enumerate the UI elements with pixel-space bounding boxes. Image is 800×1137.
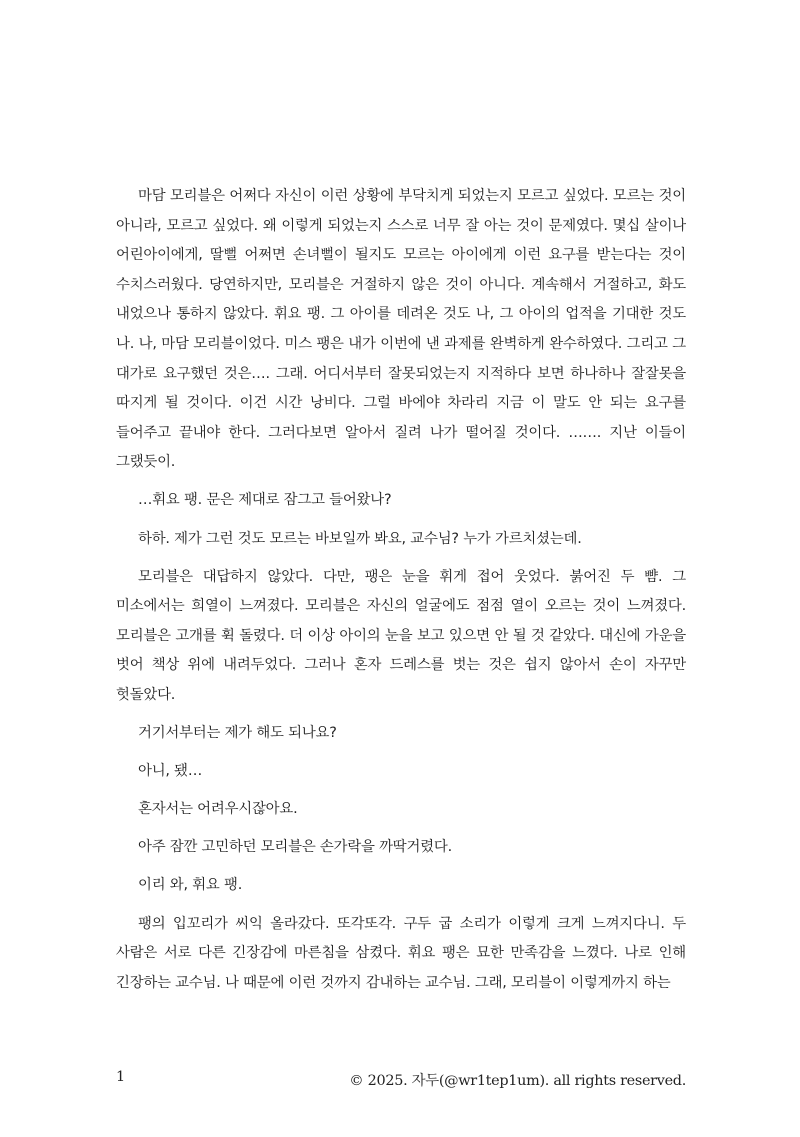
paragraph: 거기서부터는 제가 해도 되나요?: [138, 725, 337, 742]
page-number: 1: [116, 1069, 126, 1085]
body-text: [116, 182, 686, 1007]
paragraph: 마담 모리블은 어쩌다 자신이 이런 상황에 부닥치게 되었는지 모르고 싶었다. 모르는 것이 아니라, 모르고 싶었다. 왜 이렇게 되었는지 스스로 너무 잘 아는 것이 문제였다. 몇십 살이나 어린아이에게, 딸뻘 어쩌면 손녀뻘이 될지도 모르는 아이에게 이런 요구를 받는다는 것이 수치스러웠다. 당연하지만, 모리블은 거절하지 않은 것이 아니다. 계속해서 거절하고, 화도 내었으나 통하지 않았다. 휘요 팽. 그 아이를 데려온 것도 나, 그 아이의 업적을 기대한 것도 나. 나, 마담 모리블이었다. 미스 팽은 내가 이번에 낸 과제를 완벽하게 완수하였다. 그리고 그 대가로 요구했던 것은…. 그래. 어디서부터 잘못되었는지 지적하다 보면 하나하나 잘잘못을 따지게 될 것이다. 이건 시간 낭비다. 그럴 바에야 차라리 지금 이 말도 안 되는 요구를 들어주고 끝내야 한다. 그러다보면 알아서 질려 나가 떨어질 것이다. ……. 지난 이들이 그랬듯이.: [116, 188, 686, 471]
paragraph: …휘요 팽. 문은 제대로 잠그고 들어왔나?: [138, 492, 392, 509]
paragraph: 이리 와, 휘요 팽.: [138, 877, 243, 894]
paragraph: 혼자서는 어려우시잖아요.: [138, 801, 298, 818]
paragraph: 아니, 됐…: [138, 763, 203, 780]
paragraph: 팽의 입꼬리가 씨익 올라갔다. 또각또각. 구두 굽 소리가 이렇게 크게 느껴지다니. 두 사람은 서로 다른 긴장감에 마른침을 삼켰다. 휘요 팽은 묘한 만족감을 느꼈다. 나로 인해 긴장하는 교수님. 나 때문에 이런 것까지 감내하는 교수님. 그래, 모리블이 이렇게까지 하는: [116, 915, 686, 991]
paragraph: 하하. 제가 그런 것도 모르는 바보일까 봐요, 교수님? 누가 가르치셨는데.: [138, 530, 582, 547]
paragraph: 아주 잠깐 고민하던 모리블은 손가락을 까딱거렸다.: [138, 839, 452, 856]
page-footer: [116, 1069, 686, 1093]
paragraph: 모리블은 대답하지 않았다. 다만, 팽은 눈을 휘게 접어 웃었다. 붉어진 두 뺨. 그 미소에서는 희열이 느껴졌다. 모리블은 자신의 얼굴에도 점점 열이 오르는 것이 느껴졌다. 모리블은 고개를 휙 돌렸다. 더 이상 아이의 눈을 보고 있으면 안 될 것 같았다. 대신에 가운을 벗어 책상 위에 내려두었다. 그러나 혼자 드레스를 벗는 것은 쉽지 않아서 손이 자꾸만 헛돌았다.: [116, 568, 686, 703]
copyright-notice: © 2025. 자두(@wr1tep1um). all rights reserved.: [349, 1073, 686, 1089]
